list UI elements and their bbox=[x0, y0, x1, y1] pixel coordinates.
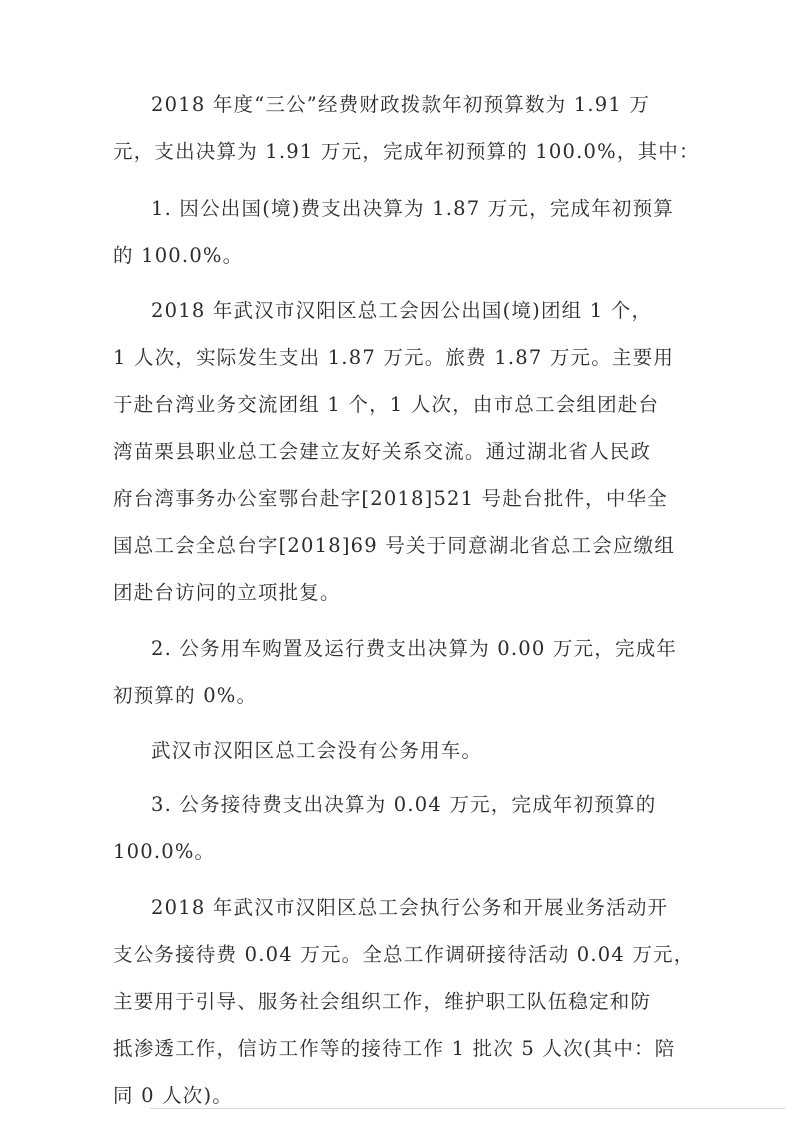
text-line: 府台湾事务办公室鄂台赴字[2018]521 号赴台批件，中华全 bbox=[113, 487, 668, 510]
text-line: 抵渗透工作，信访工作等的接待工作 1 批次 5 人次(其中：陪 bbox=[113, 1037, 676, 1060]
text-line: 2018 年武汉市汉阳区总工会执行公务和开展业务活动开 bbox=[151, 896, 669, 919]
text-line: 主要用于引导、服务社会组织工作，维护职工队伍稳定和防 bbox=[113, 990, 652, 1013]
scan-edge-line bbox=[150, 1108, 785, 1109]
text-line: 湾苗栗县职业总工会建立友好关系交流。通过湖北省人民政 bbox=[113, 440, 652, 463]
text-line: 于赴台湾业务交流团组 1 个，1 人次，由市总工会组团赴台 bbox=[113, 393, 660, 416]
text-line: 2018 年度“三公”经费财政拨款年初预算数为 1.91 万 bbox=[151, 93, 651, 116]
text-line: 100.0%。 bbox=[113, 840, 216, 863]
text-line: 武汉市汉阳区总工会没有公务用车。 bbox=[151, 739, 483, 762]
text-line: 的 100.0%。 bbox=[113, 244, 244, 267]
text-line: 初预算的 0%。 bbox=[113, 684, 258, 707]
text-line: 团赴台访问的立项批复。 bbox=[113, 581, 341, 604]
text-line: 同 0 人次)。 bbox=[113, 1084, 234, 1107]
text-line: 支公务接待费 0.04 万元。全总工作调研接待活动 0.04 万元， bbox=[113, 943, 695, 966]
text-line: 2018 年武汉市汉阳区总工会因公出国(境)团组 1 个， bbox=[151, 299, 653, 322]
text-line: 1 人次，实际发生支出 1.87 万元。旅费 1.87 万元。主要用 bbox=[113, 346, 675, 369]
text-line: 2. 公务用车购置及运行费支出决算为 0.00 万元，完成年 bbox=[151, 637, 678, 660]
text-line: 元，支出决算为 1.91 万元，完成年初预算的 100.0%，其中： bbox=[113, 140, 700, 163]
text-line: 3. 公务接待费支出决算为 0.04 万元，完成年初预算的 bbox=[151, 793, 657, 816]
text-line: 1. 因公出国(境)费支出决算为 1.87 万元，完成年初预算 bbox=[151, 197, 675, 220]
text-line: 国总工会全总台字[2018]69 号关于同意湖北省总工会应缴组 bbox=[113, 534, 676, 557]
